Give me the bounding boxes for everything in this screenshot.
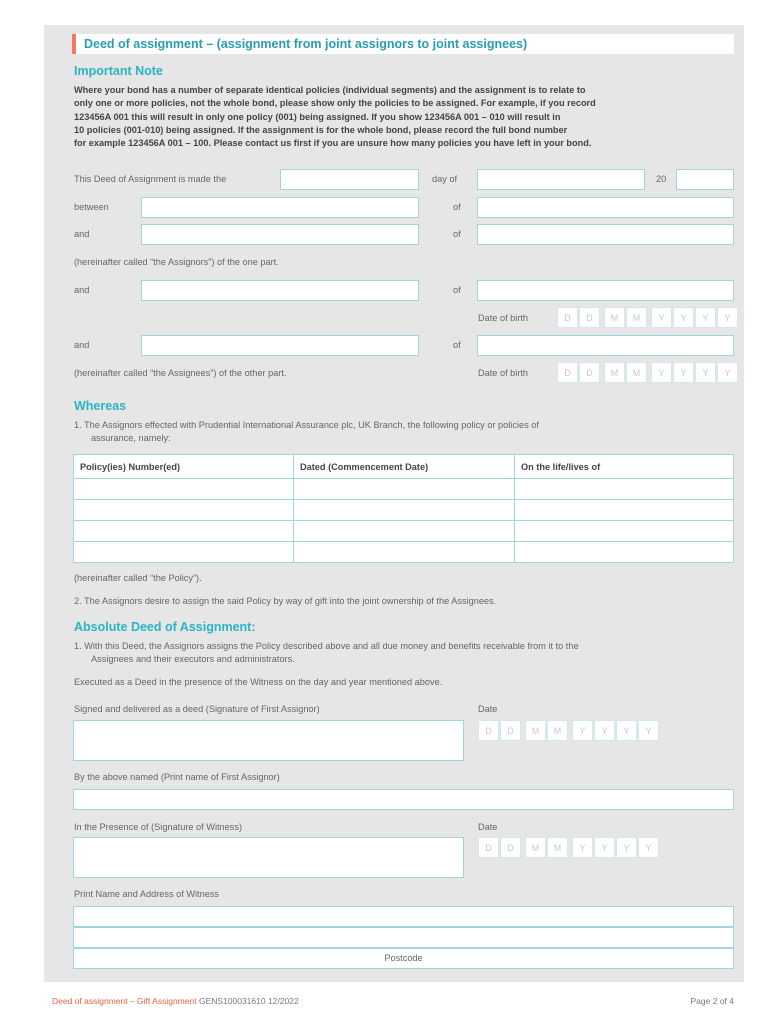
note-line: 10 policies (001-010) being assigned. If the assignment is for the whole bond, please record the full bond number [74,124,568,135]
date-char[interactable]: Y [638,837,659,858]
date-char[interactable]: Y [594,837,615,858]
date-char[interactable]: M [604,307,625,328]
important-note-heading: Important Note [74,64,163,78]
important-note-text [74,84,734,150]
policy-number-cell[interactable] [74,542,294,563]
dob-label: Date of birth [478,313,529,323]
witness-address-label: Print Name and Address of Witness [74,889,220,899]
date-char[interactable]: Y [616,837,637,858]
note-line: 123456A 001 this will result in only one policy (001) being assigned. If you show 123456A 001 – 010 will result in [74,111,561,122]
date-char[interactable]: Y [673,307,694,328]
date-char[interactable]: M [626,362,647,383]
date-char[interactable]: D [557,307,578,328]
absolute-item-1-line: Assignees and their executors and administrators. [91,653,295,664]
absolute-item-1 [74,640,579,665]
assignee1-dob-input[interactable] [557,307,739,328]
deed-day-input[interactable] [280,169,419,190]
date-char[interactable]: D [500,720,521,741]
policy-table [73,454,734,563]
date-char[interactable]: D [478,720,499,741]
signature-date-input[interactable] [478,720,660,741]
date-char[interactable]: Y [695,307,716,328]
dob-label: Date of birth [478,368,529,378]
whereas-item-1 [74,419,539,444]
life-cell[interactable] [515,542,734,563]
date-char[interactable]: Y [572,720,593,741]
table-row [74,479,734,500]
dated-cell[interactable] [294,479,515,500]
dated-cell[interactable] [294,542,515,563]
note-line: only one or more policies, not the whole bond, please show only the policies to be assigned. For example, if you record [74,98,596,109]
footer-doc-title: Deed of assignment – Gift Assignment [52,996,197,1006]
first-assignor-print-name-input[interactable] [73,789,734,810]
table-header-row [74,455,734,479]
page-number: Page 2 of 4 [690,996,734,1006]
witness-label: In the Presence of (Signature of Witness) [74,822,243,832]
between-label: between [74,202,109,212]
assignee1-address-input[interactable] [477,280,734,301]
life-cell[interactable] [515,479,734,500]
date-char[interactable]: M [547,837,568,858]
date-char[interactable]: M [525,720,546,741]
and-label: and [74,229,90,239]
witness-name-input[interactable] [73,906,734,927]
assignor2-name-input[interactable] [141,224,419,245]
whereas-item-2: 2. The Assignors desire to assign the said Policy by way of gift into the joint ownership of the Assignees. [74,596,497,606]
date-char[interactable]: Y [717,307,738,328]
assignors-note: (hereinafter called “the Assignors”) of the one part. [74,257,279,267]
whereas-item-1-line: assurance, namely: [91,432,171,443]
table-row [74,500,734,521]
of-label: of [453,202,461,212]
footer-doc-code: GENS100031610 12/2022 [198,996,299,1006]
witness-address-input[interactable] [73,927,734,948]
date-label: Date [478,704,498,714]
date-char[interactable]: D [579,362,600,383]
date-char[interactable]: Y [651,307,672,328]
date-char[interactable]: M [525,837,546,858]
assignee2-address-input[interactable] [477,335,734,356]
column-header-dated: Dated (Commencement Date) [294,455,515,479]
assignee2-name-input[interactable] [141,335,419,356]
life-cell[interactable] [515,500,734,521]
date-char[interactable]: Y [594,720,615,741]
date-char[interactable]: Y [717,362,738,383]
assignee2-dob-input[interactable] [557,362,739,383]
of-label: of [453,285,461,295]
signed-label: Signed and delivered as a deed (Signature of First Assignor) [74,704,320,714]
date-char[interactable]: Y [616,720,637,741]
date-char[interactable]: Y [638,720,659,741]
table-row [74,521,734,542]
page-title: Deed of assignment – (assignment from joint assignors to joint assignees) [84,37,528,51]
witness-postcode-input[interactable]: Postcode [73,948,734,969]
date-char[interactable]: Y [695,362,716,383]
policy-number-cell[interactable] [74,479,294,500]
made-the-label: This Deed of Assignment is made the [74,174,227,184]
and-label: and [74,340,90,350]
date-label: Date [478,822,498,832]
note-line: for example 123456A 001 – 100. Please contact us first if you are unsure how many policies you have left in your bond. [74,138,592,149]
policy-number-cell[interactable] [74,500,294,521]
date-char[interactable]: D [500,837,521,858]
title-accent-bar [72,34,76,54]
date-char[interactable]: Y [673,362,694,383]
and-label: and [74,285,90,295]
absolute-item-1-line: 1. With this Deed, the Assignors assigns the Policy described above and all due money and benefits receivable from it to the [74,641,579,651]
day-of-label: day of [432,174,458,184]
policy-number-cell[interactable] [74,521,294,542]
deed-year-input[interactable] [676,169,734,190]
footer-left [52,996,299,1006]
deed-month-input[interactable] [477,169,645,190]
assignor1-name-input[interactable] [141,197,419,218]
dated-cell[interactable] [294,521,515,542]
life-cell[interactable] [515,521,734,542]
policy-note: (hereinafter called “the Policy”). [74,573,202,583]
column-header-policy-number: Policy(ies) Number(ed) [74,455,294,479]
table-row [74,542,734,563]
assignor2-address-input[interactable] [477,224,734,245]
note-line: Where your bond has a number of separate identical policies (individual segments) and the assignment is to relate to [74,85,586,95]
date-char[interactable]: D [478,837,499,858]
assignees-note: (hereinafter called “the Assignees”) of the other part. [74,368,287,378]
dated-cell[interactable] [294,500,515,521]
assignee1-name-input[interactable] [141,280,419,301]
witness-date-input[interactable] [478,837,660,858]
print-name-label: By the above named (Print name of First Assignor) [74,772,280,782]
assignor1-address-input[interactable] [477,197,734,218]
date-char[interactable]: D [579,307,600,328]
witness-signature-input[interactable] [73,837,464,878]
date-char[interactable]: M [547,720,568,741]
whereas-heading: Whereas [74,399,127,413]
year-prefix: 20 [656,174,667,184]
date-char[interactable]: Y [651,362,672,383]
of-label: of [453,229,461,239]
absolute-deed-heading: Absolute Deed of Assignment: [74,620,256,634]
date-char[interactable]: Y [572,837,593,858]
date-char[interactable]: M [626,307,647,328]
executed-text: Executed as a Deed in the presence of the Witness on the day and year mentioned above. [74,677,443,687]
whereas-item-1-line: 1. The Assignors effected with Prudential International Assurance plc, UK Branch, the following policy or policies of [74,420,539,430]
date-char[interactable]: M [604,362,625,383]
date-char[interactable]: D [557,362,578,383]
first-assignor-signature-input[interactable] [73,720,464,761]
of-label: of [453,340,461,350]
column-header-life: On the life/lives of [515,455,734,479]
